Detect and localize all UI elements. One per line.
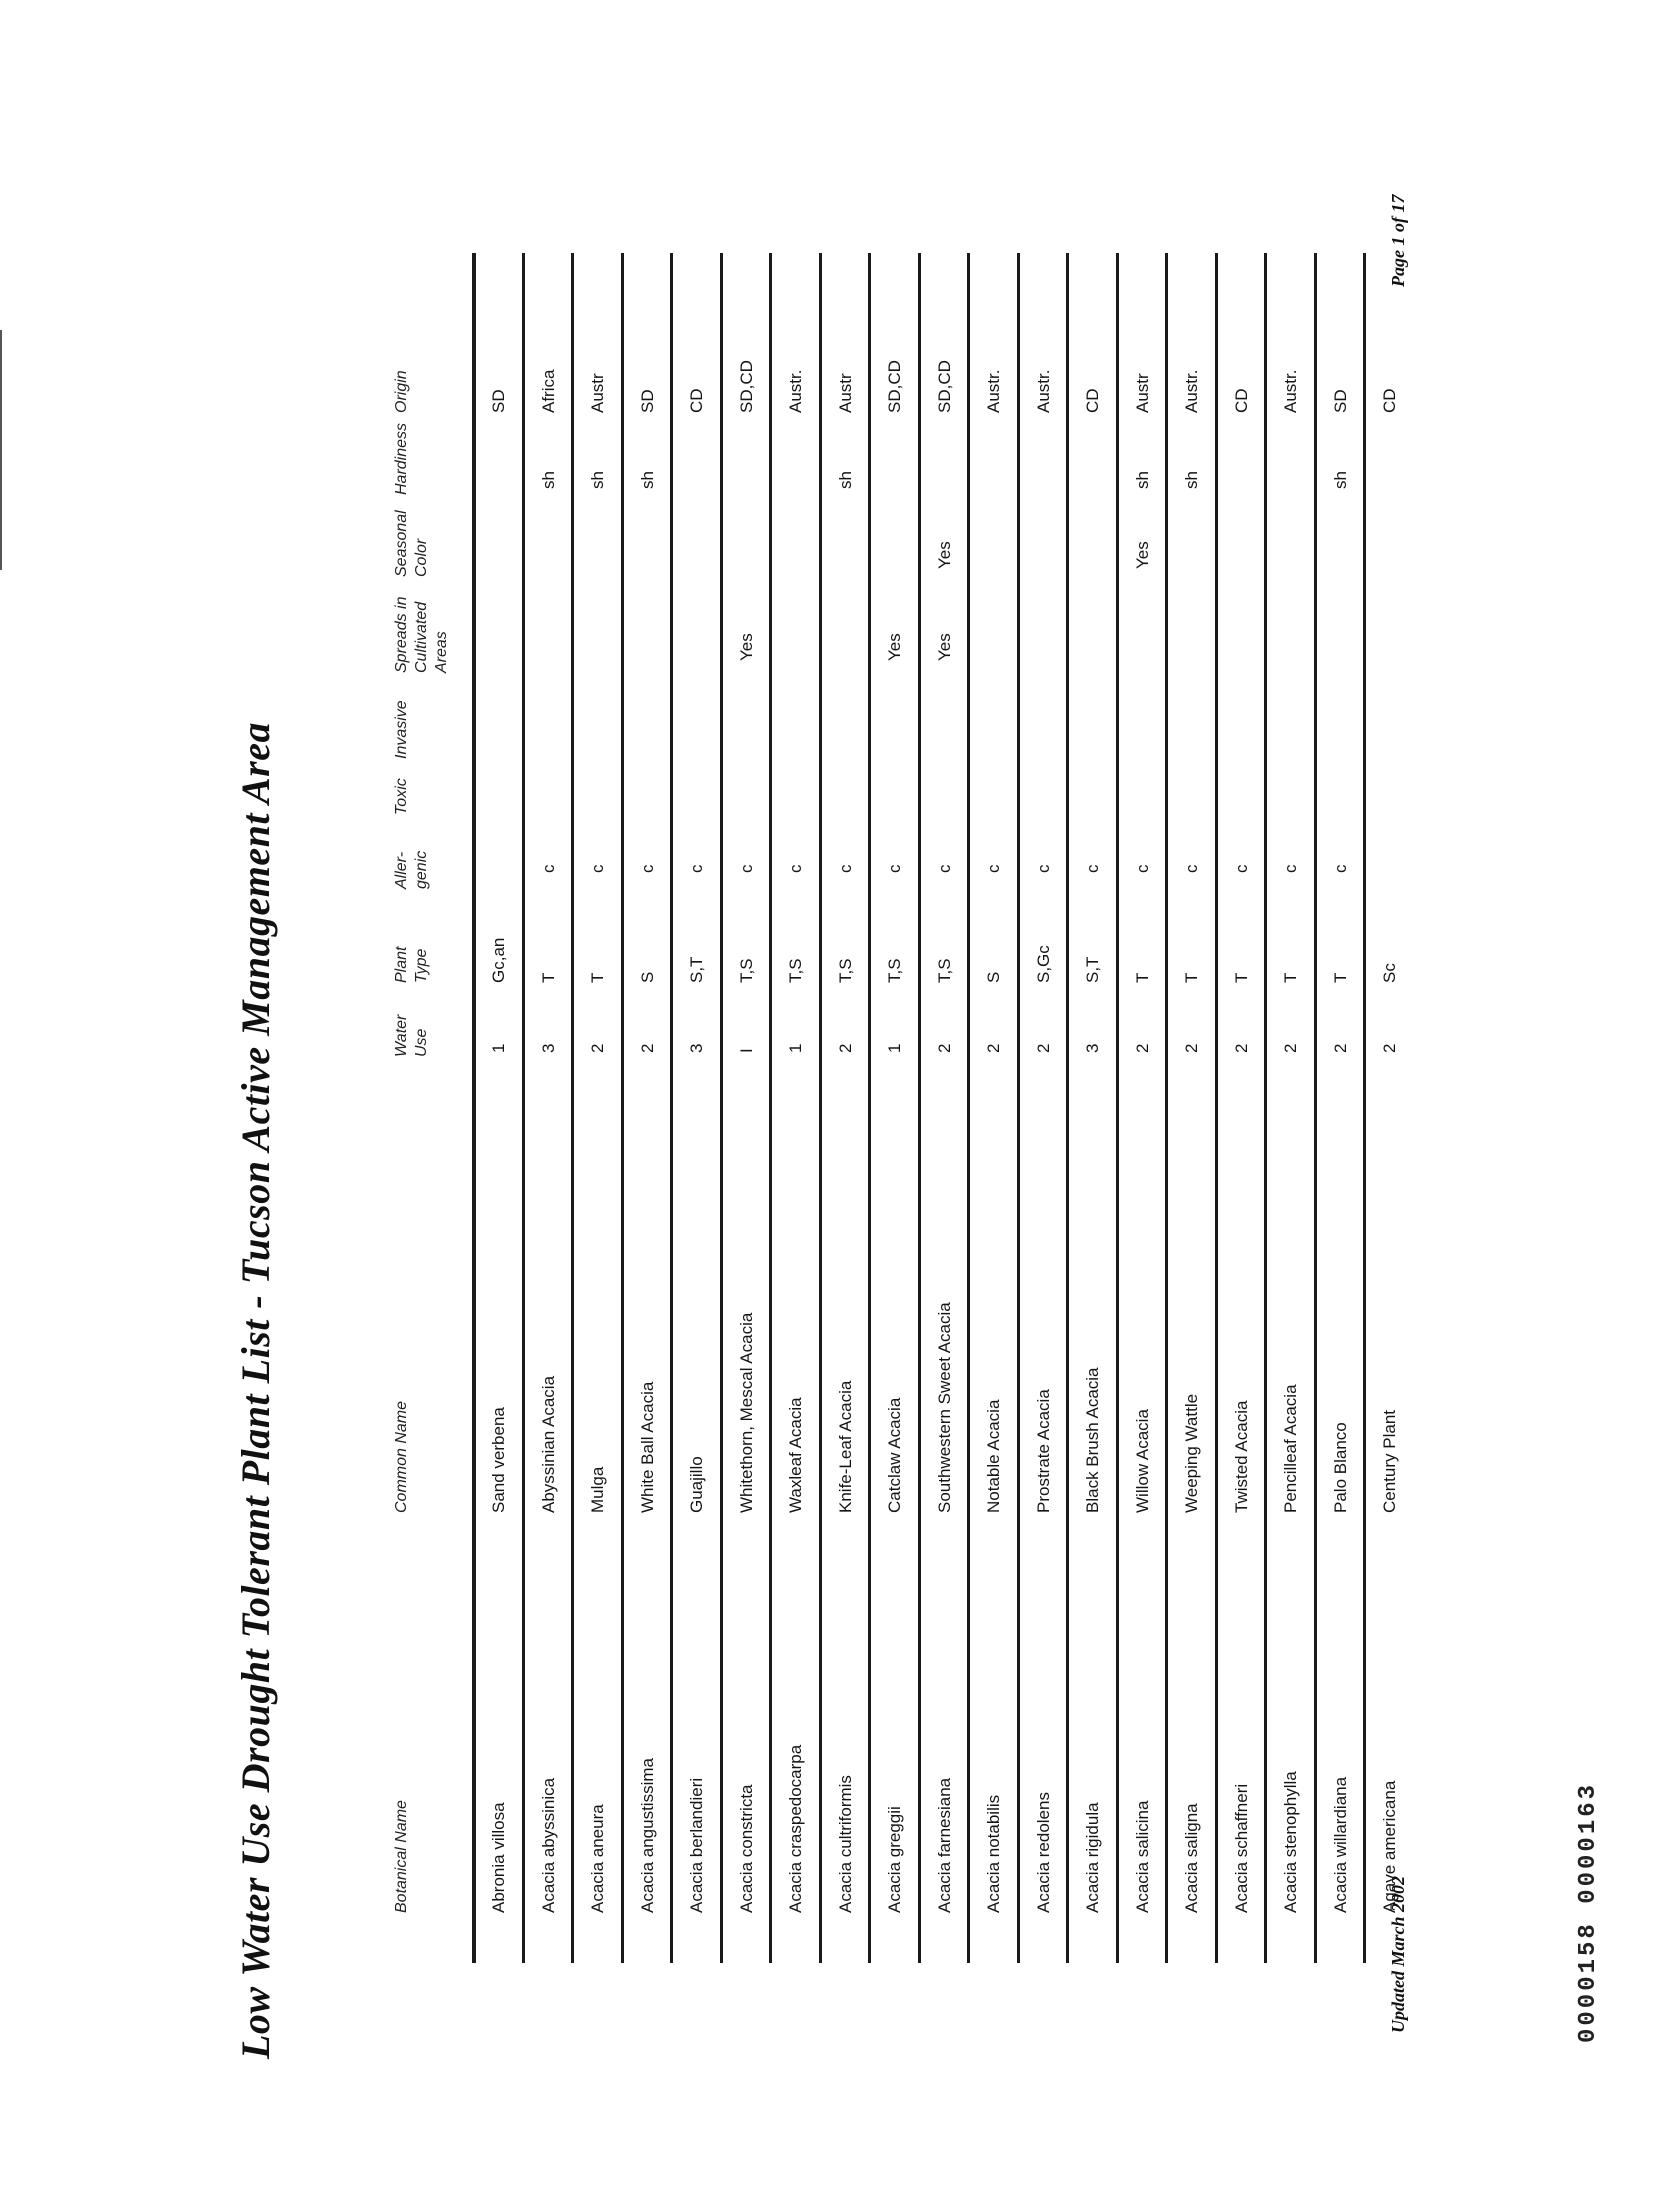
cell-hardiness: sh [637,471,657,489]
cell-plant-type: T,S [786,958,805,983]
cell-allergenic: c [984,864,1003,873]
cell-origin: Austr. [984,369,1003,413]
cell-plant-type: S [984,971,1003,983]
table-row [884,0,914,2209]
cell-common-name: Notable Acacia [984,1399,1003,1513]
cell-hardiness: sh [588,471,607,489]
cell-water-use: 2 [1182,1043,1201,1053]
table-row [1082,0,1112,2209]
cell-origin: CD [1231,388,1251,413]
row-divider [621,253,624,1963]
cell-botanical-name: Acacia cultriformis [835,1775,855,1913]
header-seasonal-color: Seasonal Color [393,510,430,577]
table-row [1280,0,1310,2209]
cell-plant-type: T [588,972,607,983]
cell-water-use: 2 [934,1043,954,1053]
cell-origin: Africa [538,369,558,413]
header-invasive: Invasive [393,700,410,759]
cell-common-name: Pencilleaf Acacia [1281,1384,1300,1513]
cell-water-use: 2 [835,1043,855,1053]
row-divider [769,253,772,1963]
row-divider [868,253,871,1963]
table-row [835,0,865,2209]
cell-origin: CD [687,388,706,413]
cell-plant-type: S [637,971,657,983]
document-stamp: 0000158 0000163 [1575,1781,1602,2043]
cell-hardiness: sh [1330,471,1350,489]
cell-allergenic: c [786,864,805,873]
header-hardiness: Hardiness [393,422,410,495]
cell-origin: SD,CD [934,360,954,413]
table-row [736,0,766,2209]
cell-allergenic: c [1231,864,1251,873]
cell-common-name: Willow Acacia [1132,1409,1152,1513]
cell-botanical-name: Acacia schaffneri [1231,1783,1251,1913]
cell-common-name: Palo Blanco [1330,1422,1350,1513]
cell-water-use: 1 [489,1043,508,1053]
table-row [1231,0,1261,2209]
page-title: Low Water Use Drought Tolerant Plant List - Tucson Active Management Area [233,722,278,2059]
cell-common-name: Mulga [588,1466,607,1513]
row-divider [1314,253,1317,1963]
cell-common-name: White Ball Acacia [637,1381,657,1513]
cell-water-use: 3 [538,1043,558,1053]
header-allergenic: Aller-genic [393,850,430,889]
page-number: Page 1 of 17 [1388,194,1408,287]
cell-allergenic: c [934,864,954,873]
cell-allergenic: c [1083,864,1102,873]
cell-allergenic: c [1132,864,1152,873]
cell-allergenic: c [736,864,756,873]
cell-plant-type: T,S [835,958,855,983]
cell-water-use: I [736,1048,756,1053]
table-row [983,0,1013,2209]
row-divider [1165,253,1168,1963]
table-row [587,0,617,2209]
table-row [785,0,815,2209]
cell-botanical-name: Acacia aneura [588,1804,607,1913]
header-plant-type: Plant Type [393,946,430,983]
row-divider [819,253,822,1963]
cell-origin: Austr. [1281,369,1300,413]
cell-origin: Austr. [1033,369,1053,413]
cell-plant-type: T [1182,972,1201,983]
row-divider [472,253,476,1963]
cell-common-name: Knife-Leaf Acacia [835,1380,855,1513]
cell-allergenic: c [1182,864,1201,873]
cell-plant-type: T,S [934,958,954,983]
table-row [1132,0,1162,2209]
cell-allergenic: c [687,864,706,873]
row-divider [720,253,723,1963]
cell-origin: SD,CD [736,360,756,413]
updated-date: Updated March 2002 [1388,1876,1408,2033]
cell-allergenic: c [588,864,607,873]
header-toxic: Toxic [393,778,410,815]
row-divider [1116,253,1119,1963]
table-row [1330,0,1360,2209]
cell-water-use: 2 [1033,1043,1053,1053]
cell-water-use: 2 [984,1043,1003,1053]
cell-allergenic: c [538,864,558,873]
cell-origin: Austr. [786,369,805,413]
cell-botanical-name: Acacia redolens [1033,1792,1053,1913]
cell-plant-type: T,S [736,958,756,983]
cell-origin: SD,CD [885,360,904,413]
cell-water-use: 2 [1380,1043,1399,1053]
cell-spreads: Yes [885,633,904,661]
cell-water-use: 2 [1281,1043,1300,1053]
cell-hardiness: sh [835,471,855,489]
cell-hardiness: sh [1132,471,1152,489]
cell-allergenic: c [1330,864,1350,873]
row-divider [1017,253,1020,1963]
cell-common-name: Catclaw Acacia [885,1397,904,1513]
table-row [1033,0,1063,2209]
row-divider [1363,253,1366,1963]
cell-botanical-name: Acacia craspedocarpa [786,1744,805,1913]
cell-botanical-name: Acacia willardiana [1330,1776,1350,1913]
cell-seasonal-color: Yes [934,541,954,569]
cell-plant-type: Gc,an [489,937,508,983]
header-botanical-name: Botanical Name [393,1800,410,1913]
cell-allergenic: c [835,864,855,873]
cell-botanical-name: Abronia villosa [489,1802,508,1913]
scan-edge-mark [0,330,2,570]
cell-origin: SD [489,389,508,413]
table-row [488,0,518,2209]
cell-allergenic: c [637,864,657,873]
cell-common-name: Sand verbena [489,1407,508,1513]
cell-water-use: 1 [885,1043,904,1053]
cell-water-use: 2 [1330,1043,1350,1053]
row-divider [1066,253,1069,1963]
row-divider [1264,253,1267,1963]
row-divider [670,253,673,1963]
cell-botanical-name: Acacia rigidula [1083,1802,1102,1913]
cell-water-use: 2 [637,1043,657,1053]
cell-plant-type: T,S [885,958,904,983]
cell-botanical-name: Acacia berlandieri [687,1777,706,1913]
cell-common-name: Waxleaf Acacia [786,1397,805,1513]
cell-common-name: Abyssinian Acacia [538,1375,558,1513]
header-origin: Origin [393,370,410,413]
row-divider [522,253,525,1963]
cell-botanical-name: Acacia notabilis [984,1794,1003,1913]
cell-water-use: 2 [1231,1043,1251,1053]
cell-origin: Austr [1132,373,1152,413]
cell-origin: SD [637,389,657,413]
cell-hardiness: sh [1182,471,1201,489]
cell-common-name: Guajillo [687,1456,706,1513]
cell-allergenic: c [1281,864,1300,873]
cell-botanical-name: Acacia constricta [736,1784,756,1913]
cell-spreads: Yes [934,633,954,661]
cell-water-use: 3 [1083,1043,1102,1053]
cell-plant-type: T [1132,972,1152,983]
cell-water-use: 1 [786,1043,805,1053]
cell-hardiness: sh [538,471,558,489]
table-row [637,0,667,2209]
row-divider [1215,253,1218,1963]
cell-common-name: Prostrate Acacia [1033,1389,1053,1513]
cell-spreads: Yes [736,633,756,661]
cell-botanical-name: Acacia abyssinica [538,1777,558,1913]
cell-allergenic: c [1033,864,1053,873]
cell-common-name: Southwestern Sweet Acacia [934,1302,954,1513]
table-row [1181,0,1211,2209]
cell-water-use: 2 [588,1043,607,1053]
cell-botanical-name: Acacia stenophylla [1281,1771,1300,1913]
cell-plant-type: T [1281,972,1300,983]
header-common-name: Common Name [393,1400,410,1513]
cell-plant-type: S,Gc [1033,945,1053,983]
cell-common-name: Weeping Wattle [1182,1393,1201,1513]
cell-common-name: Century Plant [1380,1410,1399,1513]
cell-common-name: Whitethorn, Mescal Acacia [736,1312,756,1513]
cell-origin: Austr. [1182,369,1201,413]
cell-water-use: 3 [687,1043,706,1053]
header-water-use: Water Use [393,1014,430,1057]
header-spreads: Spreads in Cultivated Areas [393,596,450,673]
cell-seasonal-color: Yes [1132,541,1152,569]
row-divider [967,253,970,1963]
cell-plant-type: Sc [1380,963,1399,983]
cell-plant-type: S,T [1083,956,1102,983]
cell-plant-type: T [1231,972,1251,983]
cell-common-name: Twisted Acacia [1231,1400,1251,1513]
cell-botanical-name: Acacia salicina [1132,1800,1152,1913]
cell-origin: CD [1083,388,1102,413]
cell-plant-type: T [538,972,558,983]
cell-origin: SD [1330,389,1350,413]
cell-common-name: Black Brush Acacia [1083,1367,1102,1513]
cell-botanical-name: Agave americana [1380,1780,1399,1913]
table-row [538,0,568,2209]
cell-botanical-name: Acacia farnesiana [934,1777,954,1913]
cell-botanical-name: Acacia saligna [1182,1803,1201,1913]
cell-allergenic: c [885,864,904,873]
row-divider [571,253,574,1963]
table-row [686,0,716,2209]
cell-water-use: 2 [1132,1043,1152,1053]
cell-origin: Austr [835,373,855,413]
cell-plant-type: T [1330,972,1350,983]
cell-botanical-name: Acacia angustissima [637,1758,657,1913]
table-row [934,0,964,2209]
cell-origin: CD [1380,388,1399,413]
cell-plant-type: S,T [687,956,706,983]
cell-botanical-name: Acacia greggii [885,1806,904,1913]
row-divider [918,253,921,1963]
cell-origin: Austr [588,373,607,413]
